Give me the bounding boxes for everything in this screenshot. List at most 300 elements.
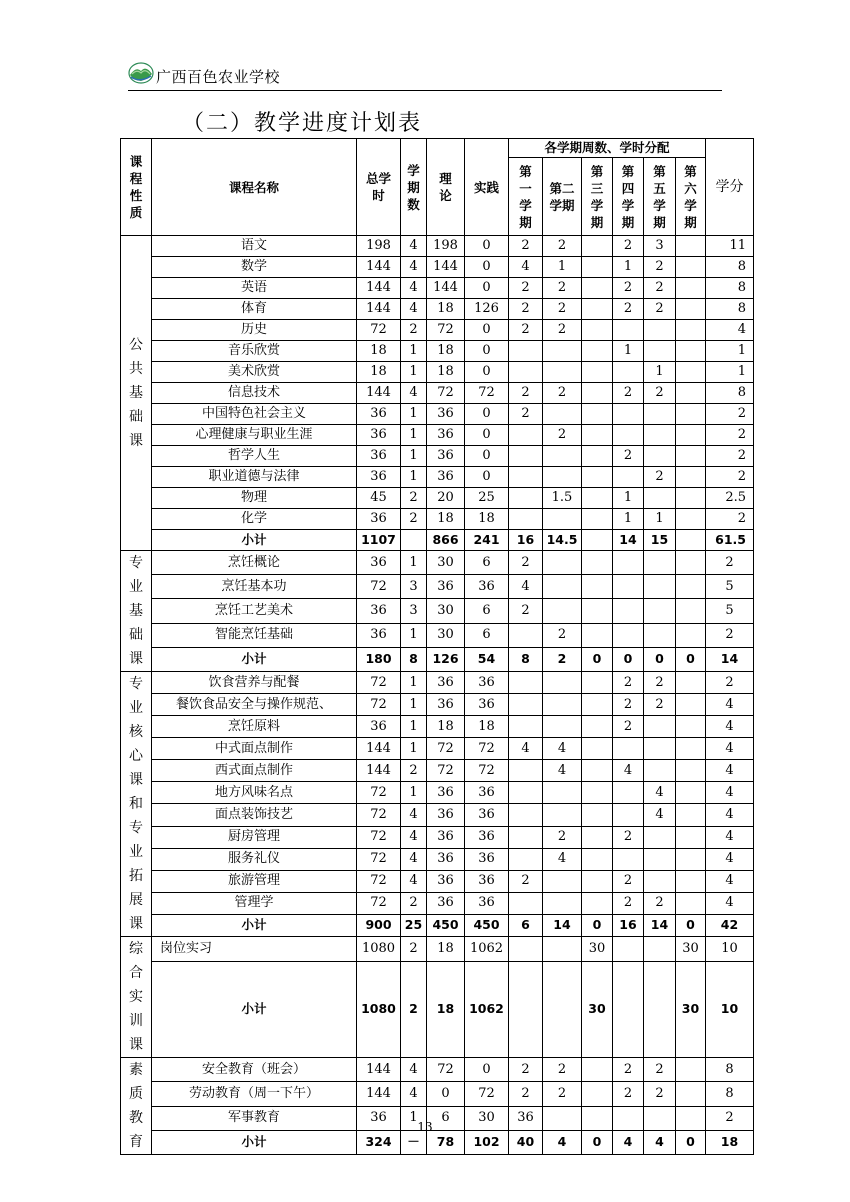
value-cell: 36 — [357, 1106, 401, 1130]
value-cell: 2 — [706, 509, 754, 530]
value-cell: 40 — [509, 1130, 543, 1154]
value-cell: 144 — [357, 383, 401, 404]
value-cell: 2 — [613, 826, 644, 848]
value-cell: 36 — [427, 870, 465, 892]
value-cell: 2 — [644, 672, 676, 694]
value-cell — [644, 738, 676, 760]
value-cell: 36 — [357, 509, 401, 530]
value-cell — [582, 623, 613, 647]
table-row — [121, 467, 754, 488]
value-cell: 4 — [706, 694, 754, 716]
value-cell: 36 — [465, 826, 509, 848]
value-cell: 2 — [644, 694, 676, 716]
header-theory: 理论 — [427, 139, 465, 236]
value-cell: 1 — [401, 1106, 427, 1130]
value-cell: 4 — [401, 236, 427, 257]
value-cell: 2 — [401, 892, 427, 914]
value-cell — [676, 1082, 706, 1106]
value-cell — [613, 937, 644, 962]
table-row — [121, 738, 754, 760]
value-cell: 72 — [357, 782, 401, 804]
value-cell: 72 — [357, 892, 401, 914]
value-cell: 0 — [465, 236, 509, 257]
value-cell: 0 — [427, 1082, 465, 1106]
value-cell: 2 — [613, 672, 644, 694]
value-cell: 36 — [465, 672, 509, 694]
value-cell — [582, 848, 613, 870]
subtotal-label: 小计 — [152, 914, 357, 936]
value-cell — [582, 404, 613, 425]
course-name-cell: 饮食营养与配餐 — [152, 672, 357, 694]
course-name-cell: 烹饪基本功 — [152, 575, 357, 599]
value-cell — [613, 467, 644, 488]
value-cell: 2 — [401, 320, 427, 341]
value-cell: 2 — [706, 672, 754, 694]
value-cell: 2 — [543, 623, 582, 647]
value-cell: 4 — [706, 848, 754, 870]
value-cell: 30 — [676, 937, 706, 962]
value-cell: 4 — [706, 892, 754, 914]
value-cell: 8 — [706, 299, 754, 320]
value-cell: 72 — [465, 383, 509, 404]
table-row — [121, 362, 754, 383]
table-row — [121, 299, 754, 320]
value-cell: 1 — [613, 257, 644, 278]
value-cell: 2 — [543, 320, 582, 341]
value-cell: 36 — [357, 446, 401, 467]
value-cell: 4 — [644, 1130, 676, 1154]
value-cell: 900 — [357, 914, 401, 936]
value-cell — [582, 782, 613, 804]
value-cell — [582, 341, 613, 362]
table-row — [121, 694, 754, 716]
value-cell — [676, 341, 706, 362]
value-cell: 1 — [644, 362, 676, 383]
value-cell — [613, 575, 644, 599]
value-cell — [676, 236, 706, 257]
value-cell: 18 — [427, 299, 465, 320]
value-cell: 36 — [427, 467, 465, 488]
value-cell — [613, 425, 644, 446]
subtotal-label: 小计 — [152, 647, 357, 671]
value-cell: 20 — [427, 488, 465, 509]
value-cell: 4 — [401, 299, 427, 320]
value-cell: 30 — [427, 623, 465, 647]
value-cell: 0 — [465, 467, 509, 488]
value-cell: 4 — [401, 804, 427, 826]
value-cell: 2 — [401, 760, 427, 782]
course-name-cell: 体育 — [152, 299, 357, 320]
value-cell: 36 — [465, 575, 509, 599]
value-cell — [509, 826, 543, 848]
course-name-cell: 烹饪工艺美术 — [152, 599, 357, 623]
value-cell: 1 — [401, 404, 427, 425]
value-cell: 450 — [427, 914, 465, 936]
value-cell — [543, 961, 582, 1057]
value-cell: 36 — [465, 694, 509, 716]
value-cell — [582, 892, 613, 914]
value-cell — [582, 694, 613, 716]
value-cell: 6 — [465, 551, 509, 575]
value-cell — [644, 760, 676, 782]
value-cell — [582, 575, 613, 599]
value-cell: 2 — [509, 1058, 543, 1082]
value-cell: 1 — [613, 488, 644, 509]
value-cell — [613, 961, 644, 1057]
value-cell — [582, 1082, 613, 1106]
value-cell — [509, 425, 543, 446]
value-cell: 54 — [465, 647, 509, 671]
value-cell: － — [401, 1130, 427, 1154]
value-cell: 2 — [644, 1058, 676, 1082]
value-cell: 72 — [465, 738, 509, 760]
value-cell: 72 — [427, 1058, 465, 1082]
value-cell — [401, 530, 427, 551]
value-cell — [676, 257, 706, 278]
value-cell: 1 — [613, 509, 644, 530]
value-cell: 2 — [644, 1082, 676, 1106]
value-cell: 36 — [357, 623, 401, 647]
table-row — [121, 870, 754, 892]
value-cell — [676, 892, 706, 914]
value-cell: 2 — [543, 278, 582, 299]
header-divider — [128, 90, 722, 91]
value-cell: 0 — [582, 914, 613, 936]
subtotal-row — [121, 961, 754, 1057]
value-cell: 2 — [706, 425, 754, 446]
value-cell — [582, 236, 613, 257]
value-cell — [676, 425, 706, 446]
value-cell: 1 — [613, 341, 644, 362]
value-cell — [676, 738, 706, 760]
table-row — [121, 782, 754, 804]
course-name-cell: 餐饮食品安全与操作规范、 — [152, 694, 357, 716]
value-cell: 72 — [357, 575, 401, 599]
value-cell: 18 — [427, 362, 465, 383]
subtotal-label: 小计 — [152, 1130, 357, 1154]
value-cell — [582, 870, 613, 892]
value-cell: 3 — [401, 575, 427, 599]
value-cell — [644, 937, 676, 962]
value-cell: 4 — [706, 320, 754, 341]
course-name-cell: 历史 — [152, 320, 357, 341]
value-cell — [582, 672, 613, 694]
value-cell: 72 — [465, 760, 509, 782]
value-cell: 18 — [357, 362, 401, 383]
value-cell — [582, 257, 613, 278]
value-cell — [509, 623, 543, 647]
value-cell: 4 — [543, 760, 582, 782]
header-term-6: 第六学期 — [676, 158, 706, 236]
value-cell — [676, 488, 706, 509]
value-cell: 4 — [401, 848, 427, 870]
value-cell — [644, 341, 676, 362]
value-cell — [543, 716, 582, 738]
value-cell — [582, 804, 613, 826]
value-cell — [582, 530, 613, 551]
value-cell: 4 — [401, 870, 427, 892]
value-cell: 14.5 — [543, 530, 582, 551]
value-cell: 4 — [509, 257, 543, 278]
course-type-cell: 综合实训课 — [121, 937, 152, 1058]
value-cell — [543, 509, 582, 530]
value-cell: 2 — [543, 1058, 582, 1082]
table-row — [121, 320, 754, 341]
value-cell: 8 — [509, 647, 543, 671]
value-cell: 2 — [613, 299, 644, 320]
value-cell: 2 — [613, 1082, 644, 1106]
value-cell — [613, 404, 644, 425]
value-cell — [676, 320, 706, 341]
course-name-cell: 哲学人生 — [152, 446, 357, 467]
value-cell: 2 — [706, 551, 754, 575]
value-cell: 1107 — [357, 530, 401, 551]
value-cell: 450 — [465, 914, 509, 936]
course-name-cell: 智能烹饪基础 — [152, 623, 357, 647]
value-cell: 30 — [582, 961, 613, 1057]
course-name-cell: 中式面点制作 — [152, 738, 357, 760]
value-cell: 8 — [706, 1058, 754, 1082]
table-row — [121, 804, 754, 826]
value-cell — [509, 446, 543, 467]
value-cell — [676, 716, 706, 738]
value-cell — [582, 425, 613, 446]
value-cell — [582, 1058, 613, 1082]
value-cell — [613, 738, 644, 760]
value-cell: 2 — [543, 383, 582, 404]
course-name-cell: 岗位实习 — [152, 937, 357, 962]
value-cell: 42 — [706, 914, 754, 936]
value-cell — [676, 760, 706, 782]
value-cell: 8 — [706, 383, 754, 404]
value-cell — [543, 599, 582, 623]
value-cell — [582, 509, 613, 530]
value-cell: 2 — [401, 488, 427, 509]
value-cell — [509, 341, 543, 362]
value-cell: 36 — [465, 804, 509, 826]
value-cell: 25 — [401, 914, 427, 936]
header-term-2: 第二学期 — [543, 158, 582, 236]
value-cell: 4 — [401, 383, 427, 404]
value-cell — [509, 892, 543, 914]
value-cell: 2 — [509, 278, 543, 299]
value-cell — [543, 551, 582, 575]
value-cell: 36 — [357, 467, 401, 488]
value-cell: 4 — [613, 760, 644, 782]
course-name-cell: 服务礼仪 — [152, 848, 357, 870]
value-cell — [644, 488, 676, 509]
value-cell — [676, 467, 706, 488]
value-cell: 180 — [357, 647, 401, 671]
value-cell: 36 — [427, 575, 465, 599]
value-cell: 1 — [401, 341, 427, 362]
value-cell: 0 — [676, 1130, 706, 1154]
value-cell: 36 — [427, 782, 465, 804]
value-cell: 1 — [401, 623, 427, 647]
course-name-cell: 物理 — [152, 488, 357, 509]
value-cell: 4 — [706, 760, 754, 782]
value-cell — [644, 716, 676, 738]
value-cell: 1 — [401, 738, 427, 760]
value-cell: 72 — [427, 383, 465, 404]
table-row — [121, 1058, 754, 1082]
course-name-cell: 中国特色社会主义 — [152, 404, 357, 425]
course-name-cell: 职业道德与法律 — [152, 467, 357, 488]
value-cell — [613, 551, 644, 575]
value-cell: 198 — [357, 236, 401, 257]
value-cell: 72 — [357, 804, 401, 826]
school-logo-icon — [128, 62, 154, 84]
table-row — [121, 623, 754, 647]
value-cell: 144 — [357, 1058, 401, 1082]
value-cell: 0 — [676, 914, 706, 936]
value-cell: 1 — [401, 782, 427, 804]
value-cell — [582, 362, 613, 383]
course-type-cell: 专业基础课 — [121, 551, 152, 672]
value-cell — [676, 362, 706, 383]
value-cell: 1 — [401, 716, 427, 738]
value-cell: 36 — [427, 848, 465, 870]
value-cell — [644, 575, 676, 599]
value-cell: 144 — [357, 278, 401, 299]
value-cell: 2 — [543, 647, 582, 671]
value-cell: 2 — [509, 404, 543, 425]
course-name-cell: 烹饪原料 — [152, 716, 357, 738]
value-cell — [613, 599, 644, 623]
value-cell: 72 — [357, 672, 401, 694]
value-cell: 1.5 — [543, 488, 582, 509]
value-cell: 72 — [357, 694, 401, 716]
value-cell: 16 — [509, 530, 543, 551]
value-cell: 1 — [543, 257, 582, 278]
value-cell: 36 — [465, 870, 509, 892]
course-name-cell: 西式面点制作 — [152, 760, 357, 782]
value-cell — [644, 404, 676, 425]
table-row — [121, 446, 754, 467]
value-cell: 36 — [427, 694, 465, 716]
value-cell: 4 — [401, 1082, 427, 1106]
value-cell — [644, 826, 676, 848]
value-cell: 144 — [357, 257, 401, 278]
value-cell: 144 — [357, 760, 401, 782]
page-title: （二）教学进度计划表 — [182, 111, 423, 136]
value-cell: 198 — [427, 236, 465, 257]
value-cell: 16 — [613, 914, 644, 936]
value-cell — [543, 362, 582, 383]
school-name: 广西百色农业学校 — [156, 68, 281, 86]
subtotal-label: 小计 — [152, 961, 357, 1057]
value-cell: 1 — [401, 672, 427, 694]
course-type-cell: 专业核心课和专业拓展课 — [121, 672, 152, 937]
value-cell: 5 — [706, 599, 754, 623]
value-cell: 4 — [401, 826, 427, 848]
value-cell: 4 — [509, 575, 543, 599]
value-cell: 18 — [427, 341, 465, 362]
value-cell: 4 — [543, 1130, 582, 1154]
course-name-cell: 面点装饰技艺 — [152, 804, 357, 826]
value-cell: 18 — [357, 341, 401, 362]
value-cell: 0 — [676, 647, 706, 671]
value-cell — [543, 575, 582, 599]
value-cell: 2 — [401, 961, 427, 1057]
value-cell — [676, 804, 706, 826]
value-cell: 45 — [357, 488, 401, 509]
value-cell: 3 — [644, 236, 676, 257]
schedule-table — [120, 138, 754, 1155]
value-cell: 18 — [465, 716, 509, 738]
value-cell: 2 — [509, 299, 543, 320]
course-name-cell: 语文 — [152, 236, 357, 257]
value-cell — [613, 320, 644, 341]
value-cell — [676, 870, 706, 892]
value-cell — [676, 404, 706, 425]
value-cell: 36 — [357, 404, 401, 425]
value-cell: 2 — [613, 892, 644, 914]
value-cell — [509, 488, 543, 509]
value-cell: 1080 — [357, 961, 401, 1057]
value-cell: 1 — [401, 467, 427, 488]
value-cell: 2 — [644, 383, 676, 404]
header-course-name: 课程名称 — [152, 139, 357, 236]
course-name-cell: 地方风味名点 — [152, 782, 357, 804]
value-cell — [644, 320, 676, 341]
value-cell: 144 — [357, 738, 401, 760]
value-cell — [676, 278, 706, 299]
value-cell: 0 — [644, 647, 676, 671]
value-cell — [676, 575, 706, 599]
value-cell: 36 — [465, 848, 509, 870]
value-cell — [509, 672, 543, 694]
header-total-hours: 总学时 — [357, 139, 401, 236]
value-cell: 72 — [357, 826, 401, 848]
value-cell — [582, 446, 613, 467]
value-cell: 2 — [401, 509, 427, 530]
table-row — [121, 488, 754, 509]
value-cell: 36 — [427, 672, 465, 694]
value-cell: 2 — [509, 551, 543, 575]
value-cell: 324 — [357, 1130, 401, 1154]
value-cell: 2 — [613, 694, 644, 716]
course-name-cell: 心理健康与职业生涯 — [152, 425, 357, 446]
value-cell — [582, 760, 613, 782]
value-cell: 61.5 — [706, 530, 754, 551]
value-cell: 8 — [706, 1082, 754, 1106]
value-cell: 15 — [644, 530, 676, 551]
value-cell — [644, 551, 676, 575]
value-cell: 1 — [401, 362, 427, 383]
table-row — [121, 716, 754, 738]
value-cell: 4 — [706, 782, 754, 804]
value-cell: 1080 — [357, 937, 401, 962]
value-cell: 18 — [427, 961, 465, 1057]
value-cell: 2 — [613, 383, 644, 404]
value-cell: 72 — [427, 760, 465, 782]
value-cell: 4 — [613, 1130, 644, 1154]
value-cell — [509, 848, 543, 870]
value-cell — [644, 870, 676, 892]
table-row — [121, 672, 754, 694]
table-row — [121, 404, 754, 425]
value-cell — [644, 425, 676, 446]
value-cell: 0 — [465, 446, 509, 467]
value-cell: 11 — [706, 236, 754, 257]
page-header — [128, 60, 722, 92]
value-cell: 0 — [582, 1130, 613, 1154]
value-cell — [676, 299, 706, 320]
value-cell: 6 — [465, 599, 509, 623]
value-cell — [644, 848, 676, 870]
value-cell: 0 — [465, 404, 509, 425]
